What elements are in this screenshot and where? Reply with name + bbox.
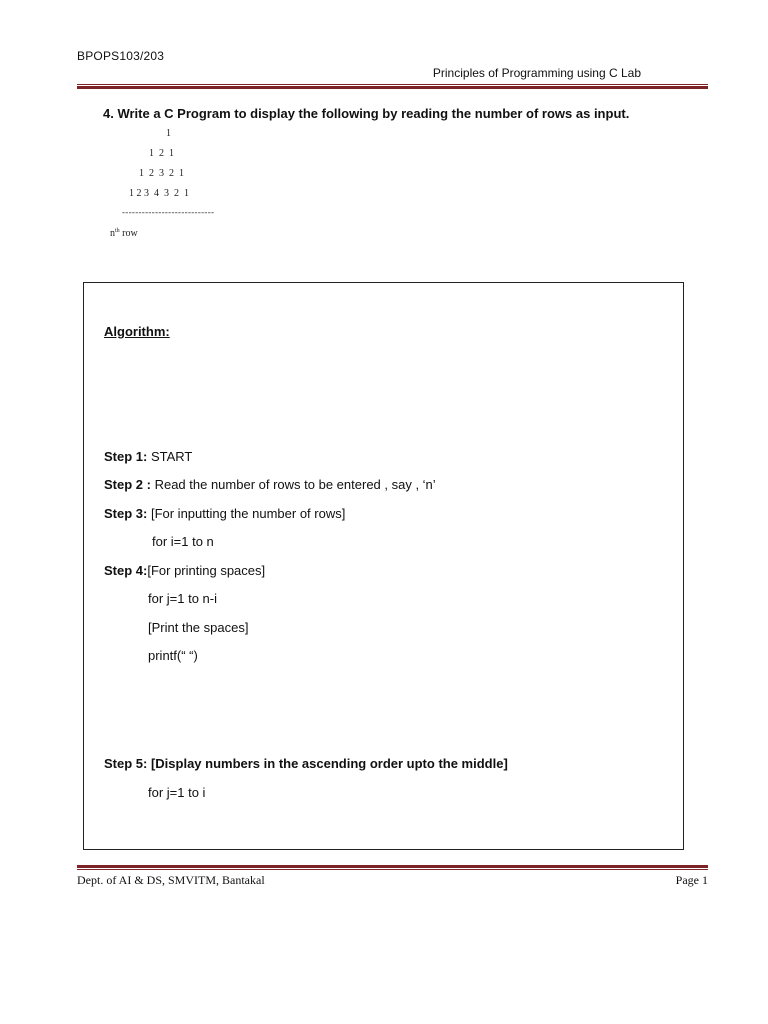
step-1-text: START (147, 449, 193, 464)
footer-rule-thick (77, 865, 708, 868)
pattern-row-1: 1 (166, 128, 171, 139)
step-4-print: [Print the spaces] (148, 620, 249, 635)
step-4 (104, 563, 265, 578)
step-4-label: Step 4: (104, 563, 148, 578)
header-title: Principles of Programming using C Lab (432, 66, 641, 80)
nth-row-label (110, 228, 138, 239)
nth-superscript: th (115, 228, 120, 234)
header-rule-thick (77, 86, 708, 89)
pattern-row-4: 1 2 3 4 3 2 1 (129, 188, 189, 199)
step-1 (104, 449, 192, 464)
step-2 (104, 477, 436, 492)
step-3-label: Step 3: (104, 506, 148, 521)
step-4-printf: printf(“ “) (148, 648, 198, 663)
step-4-loop: for j=1 to n-i (148, 591, 218, 606)
footer-page-number: Page 1 (675, 873, 708, 887)
step-5-loop: for j=1 to i (148, 785, 206, 800)
pattern-row-3: 1 2 3 2 1 (139, 168, 184, 179)
step-3 (104, 506, 345, 521)
nth-base: n (110, 228, 115, 239)
question-text: 4. Write a C Program to display the following by reading the number of rows as input. (103, 106, 630, 121)
pattern-dashes: ---------------------------- (122, 207, 215, 217)
step-1-label: Step 1: (104, 449, 148, 464)
footer-dept: Dept. of AI & DS, SMVITM, Bantakal (77, 873, 265, 887)
step-5-label: Step 5: [Display numbers in the ascending order upto the middle] (104, 756, 508, 771)
header-rule-thin (77, 84, 708, 85)
pattern-row-2: 1 2 1 (149, 148, 174, 159)
footer-rule-thin (77, 869, 708, 870)
step-4-text: [For printing spaces] (147, 563, 266, 578)
nth-word: row (122, 228, 138, 239)
step-3-text: [For inputting the number of rows] (147, 506, 346, 521)
course-code: BPOPS103/203 (77, 49, 165, 63)
step-5 (104, 756, 508, 771)
step-3-loop: for i=1 to n (152, 534, 214, 549)
algorithm-heading: Algorithm: (104, 324, 170, 339)
step-2-text: Read the number of rows to be entered , say , ‘n’ (150, 477, 436, 492)
step-2-label: Step 2 : (104, 477, 151, 492)
